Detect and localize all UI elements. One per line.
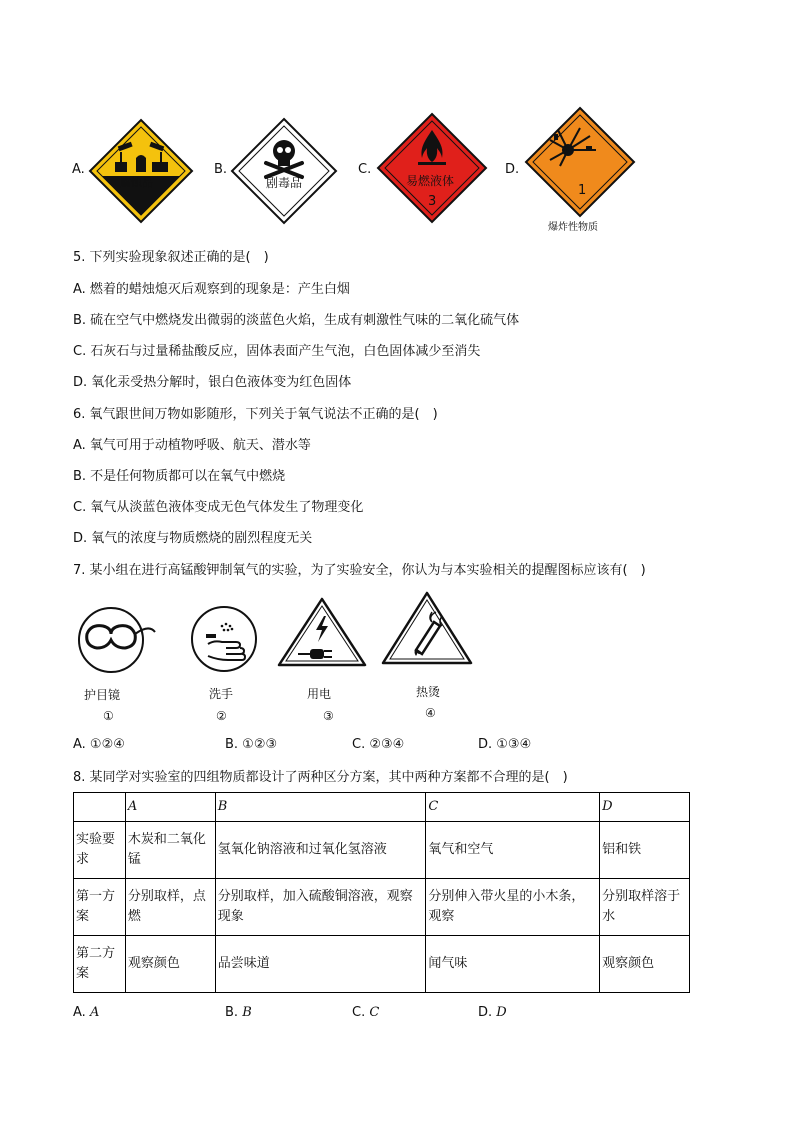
table-cell: 氧气和空气 xyxy=(426,822,600,879)
table-row xyxy=(74,879,690,936)
q8-choice-b-prefix: B. xyxy=(225,1005,243,1020)
q7-choice-c: C. ②③④ xyxy=(352,737,405,752)
q8-choice-c xyxy=(352,1005,379,1020)
explosive-class-number: 1 xyxy=(578,183,587,198)
table-row xyxy=(74,822,690,879)
table-header-cell: B xyxy=(215,793,426,822)
q8-choice-c-value: C xyxy=(369,1005,380,1020)
q6-option-c: C. 氧气从淡蓝色液体变成无色气体发生了物理变化 xyxy=(73,500,364,515)
q6-option-b: B. 不是任何物质都可以在氧气中燃烧 xyxy=(73,469,286,484)
symbol-label-hot: 热烫 xyxy=(416,685,441,699)
table-header-cell: C xyxy=(426,793,600,822)
symbol-number-2: ② xyxy=(216,709,227,723)
question-8: 8. 某同学对实验室的四组物质都设计了两种区分方案，其中两种方案都不合理的是( ) xyxy=(73,770,568,785)
q8-choice-a-value: A xyxy=(89,1005,100,1020)
table-cell: 分别取样溶于水 xyxy=(600,879,690,936)
table-row xyxy=(74,936,690,993)
q8-choice-a xyxy=(73,1005,99,1020)
table-header-cell: D xyxy=(600,793,690,822)
table-row xyxy=(74,793,690,822)
table-cell: 观察颜色 xyxy=(600,936,690,993)
q7-choice-b: B. ①②③ xyxy=(225,737,278,752)
hand-wash-icon xyxy=(186,604,262,674)
question-6: 6. 氧气跟世间万物如影随形，下列关于氧气说法不正确的是( ) xyxy=(73,407,438,422)
table-cell: 第一方案 xyxy=(74,879,126,936)
q7-choice-a: A. ①②④ xyxy=(73,737,125,752)
flammable-class-number: 3 xyxy=(428,194,437,209)
q8-choice-b xyxy=(225,1005,252,1020)
corrosive-label: 腐蚀品 xyxy=(120,176,153,189)
q6-option-a: A. 氧气可用于动植物呼吸、航天、潜水等 xyxy=(73,438,311,453)
table-cell: 第二方案 xyxy=(74,936,126,993)
q8-choice-d-prefix: D. xyxy=(478,1005,497,1020)
explosive-sign-icon xyxy=(524,106,636,218)
q5-option-d: D. 氧化汞受热分解时，银白色液体变为红色固体 xyxy=(73,375,352,390)
explosive-label: 爆炸性物质 xyxy=(548,222,598,233)
flammable-label: 易燃液体 xyxy=(406,174,455,188)
table-cell: 实验要求 xyxy=(74,822,126,879)
table-cell: 分别取样，加入硫酸铜溶液，观察现象 xyxy=(215,879,426,936)
q8-choice-d-value: D xyxy=(496,1005,507,1020)
electricity-warning-icon xyxy=(276,596,368,668)
hot-surface-warning-icon xyxy=(380,590,474,666)
option-letter-c: C. xyxy=(358,162,372,177)
table-cell: 氢氧化钠溶液和过氧化氢溶液 xyxy=(215,822,426,879)
toxic-sign-icon xyxy=(230,117,338,225)
table-cell: 品尝味道 xyxy=(215,936,426,993)
q5-option-b: B. 硫在空气中燃烧发出微弱的淡蓝色火焰，生成有刺激性气味的二氧化硫气体 xyxy=(73,313,520,328)
table-header-cell xyxy=(74,793,126,822)
symbol-number-3: ③ xyxy=(323,709,334,723)
goggles-icon xyxy=(73,604,159,674)
symbol-label-hand-wash: 洗手 xyxy=(209,687,234,701)
option-letter-d: D. xyxy=(505,162,520,177)
table-cell: 分别取样，点燃 xyxy=(125,879,215,936)
option-letter-a: A. xyxy=(72,162,85,177)
table-cell: 木炭和二氧化锰 xyxy=(125,822,215,879)
q8-choice-b-value: B xyxy=(242,1005,252,1020)
table-cell: 分别伸入带火星的小木条，观察 xyxy=(426,879,600,936)
q5-option-c: C. 石灰石与过量稀盐酸反应，固体表面产生气泡，白色固体减少至消失 xyxy=(73,344,481,359)
q7-choice-d: D. ①③④ xyxy=(478,737,532,752)
option-letter-b: B. xyxy=(214,162,228,177)
symbol-label-electricity: 用电 xyxy=(307,687,332,701)
question-7: 7. 某小组在进行高锰酸钾制氧气的实验，为了实验安全，你认为与本实验相关的提醒图标应该有( ) xyxy=(73,563,646,578)
table-header-cell: A xyxy=(125,793,215,822)
q6-option-d: D. 氧气的浓度与物质燃烧的剧烈程度无关 xyxy=(73,531,313,546)
corrosive-sign-icon xyxy=(88,118,194,224)
q8-choice-a-prefix: A. xyxy=(73,1005,90,1020)
q5-option-a: A. 燃着的蜡烛熄灭后观察到的现象是：产生白烟 xyxy=(73,282,350,297)
q8-table xyxy=(73,792,690,993)
table-cell: 铝和铁 xyxy=(600,822,690,879)
table-cell: 观察颜色 xyxy=(125,936,215,993)
question-5: 5. 下列实验现象叙述正确的是( ) xyxy=(73,250,269,265)
table-cell: 闻气味 xyxy=(426,936,600,993)
q8-choice-d xyxy=(478,1005,507,1020)
q8-choice-c-prefix: C. xyxy=(352,1005,370,1020)
symbol-number-1: ① xyxy=(103,709,114,723)
symbol-number-4: ④ xyxy=(425,706,436,720)
toxic-label: 剧毒品 xyxy=(266,176,303,190)
symbol-label-goggles: 护目镜 xyxy=(84,688,121,702)
